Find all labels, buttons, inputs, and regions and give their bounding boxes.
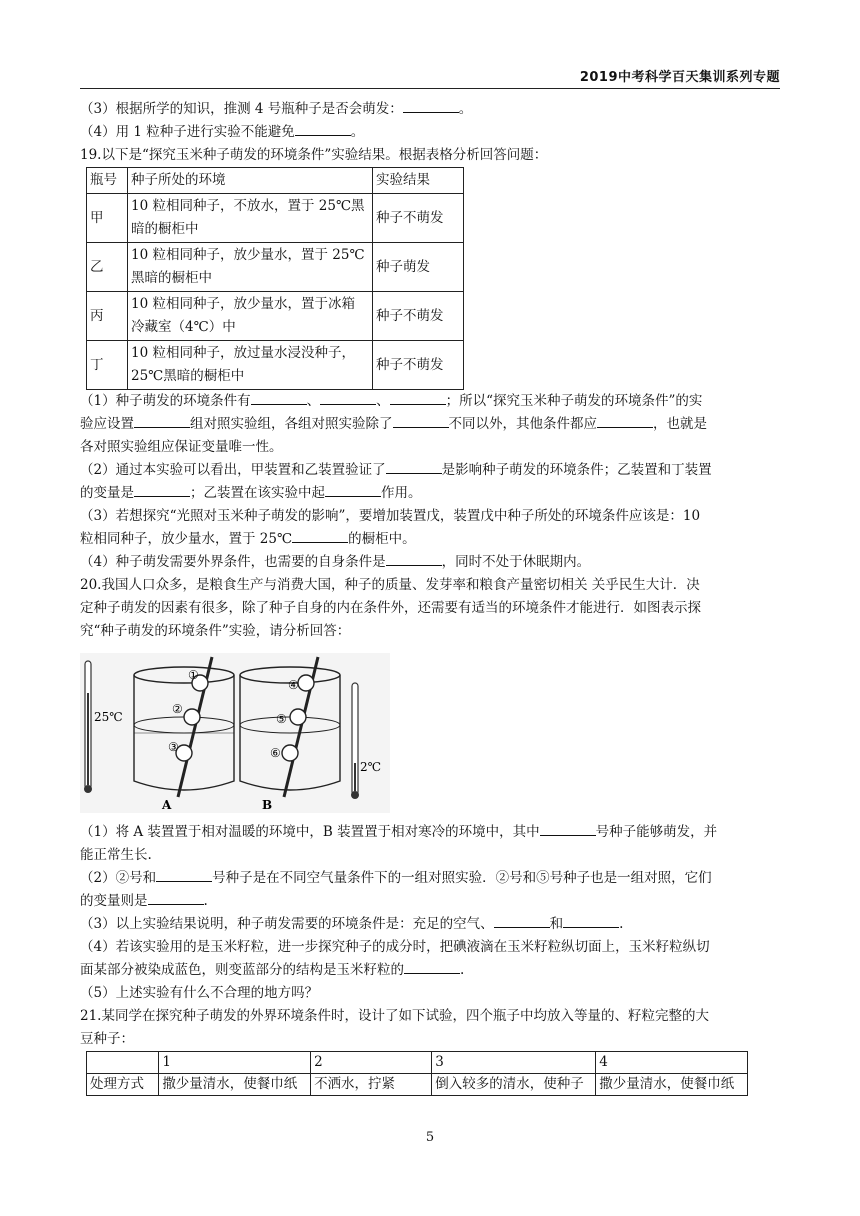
answer-blank[interactable]	[320, 390, 376, 405]
q19-part3-cont: 粒相同种子，放少量水，置于 25℃ 的橱柜中。	[80, 528, 784, 551]
temperature-label-a: 25℃	[94, 710, 123, 724]
treatment-cell: 撒少量清水，使餐巾纸	[159, 1074, 311, 1096]
thermometer-right	[351, 683, 359, 799]
answer-blank[interactable]	[390, 390, 446, 405]
answer-blank[interactable]	[325, 482, 381, 497]
table-row	[87, 341, 464, 390]
answer-blank[interactable]	[134, 413, 190, 428]
q20-intro-line3: 究“种子萌发的环境条件”实验，请分析回答：	[80, 623, 351, 639]
q19-part2-cont: 的变量是 ；乙装置在该实验中起 作用。	[80, 482, 784, 505]
q20-part2-cont: 的变量则是 .	[80, 890, 784, 913]
answer-blank[interactable]	[386, 551, 442, 566]
seed-5-label: ⑤	[276, 712, 287, 726]
treatment-cell: 倒入较多的清水，使种子	[432, 1074, 596, 1096]
seed-1-label: ①	[188, 668, 199, 682]
table-header-row	[87, 1052, 748, 1074]
header-rule	[80, 88, 780, 89]
beaker-b-label: B	[262, 798, 273, 812]
q19-part1-end: 各对照实验组应保证变量唯一性。	[80, 439, 283, 455]
result-cell: 种子不萌发	[373, 292, 464, 341]
table-row	[87, 194, 464, 243]
q19-intro: 19.以下是“探究玉米种子萌发的环境条件”实验结果。根据表格分析回答问题：	[80, 147, 548, 163]
seed-germination-figure	[80, 653, 390, 813]
q21-intro-line2: 豆种子：	[80, 1031, 134, 1047]
q19-part1: （1）种子萌发的环境条件有 、 、 ；所以“探究玉米种子萌发的环境条件”的实	[80, 390, 784, 413]
answer-blank[interactable]	[292, 528, 348, 543]
answer-blank[interactable]	[148, 890, 204, 905]
q18-part3: （3）根据所学的知识，推测 4 号瓶种子是否会萌发： 。	[80, 98, 784, 121]
page-number: 5	[425, 1130, 435, 1145]
table-header-cell: 3	[432, 1052, 596, 1074]
q21-intro-line1: 21.某同学在探究种子萌发的外界环境条件时，设计了如下试验，四个瓶子中均放入等量的、籽粒完整的大	[80, 1008, 709, 1024]
environment-cell: 10 粒相同种子，放少量水，置于冰箱 冷藏室（4℃）中	[128, 292, 373, 341]
table-header-row	[87, 168, 464, 194]
answer-blank[interactable]	[404, 959, 460, 974]
answer-blank[interactable]	[563, 913, 619, 928]
table-header-cell	[87, 1052, 159, 1074]
seed-3-label: ③	[168, 740, 179, 754]
q20-part4: （4）若该实验用的是玉米籽粒，进一步探究种子的成分时，把碘液滴在玉米籽粒纵切面上，玉米籽粒纵切	[80, 939, 710, 955]
document-body	[80, 98, 784, 1096]
q20-intro-line1: 20.我国人口众多，是粮食生产与消费大国，种子的质量、发芽率和粮食产量密切相关 关乎民生大计．决	[80, 577, 700, 593]
table-row	[87, 1074, 748, 1096]
answer-blank[interactable]	[393, 413, 449, 428]
seed-2-label: ②	[172, 702, 183, 716]
bottle-id-cell: 丁	[87, 341, 128, 390]
answer-blank[interactable]	[295, 121, 351, 136]
table-header-cell: 4	[596, 1052, 748, 1074]
answer-blank[interactable]	[494, 913, 550, 928]
q19-table	[86, 167, 464, 390]
answer-blank[interactable]	[540, 821, 596, 836]
answer-blank[interactable]	[386, 459, 442, 474]
beaker-experiment-diagram	[80, 653, 390, 813]
seed-6-label: ⑥	[270, 746, 281, 760]
environment-cell: 10 粒相同种子，不放水，置于 25℃黑 暗的橱柜中	[128, 194, 373, 243]
answer-blank[interactable]	[156, 867, 212, 882]
bottle-id-cell: 甲	[87, 194, 128, 243]
table-row	[87, 292, 464, 341]
q19-part1-cont: 验应设置 组对照实验组，各组对照实验除了 不同以外，其他条件都应 ，也就是	[80, 413, 784, 436]
q20-part4-cont: 面某部分被染成蓝色，则变蓝部分的结构是玉米籽粒的 .	[80, 959, 784, 982]
q20-intro-line2: 定种子萌发的因素有很多，除了种子自身的内在条件外，还需要有适当的环境条件才能进行．如图表示探	[80, 600, 701, 616]
q21-table	[86, 1051, 748, 1096]
table-header-cell: 1	[159, 1052, 311, 1074]
q20-part1: （1）将 A 装置置于相对温暖的环境中，B 装置置于相对寒冷的环境中，其中 号种子能够萌发，并	[80, 821, 784, 844]
answer-blank[interactable]	[597, 413, 653, 428]
answer-blank[interactable]	[403, 98, 459, 113]
result-cell: 种子萌发	[373, 243, 464, 292]
q20-part2: （2）②号和 号种子是在不同空气量条件下的一组对照实验．②号和⑤号种子也是一组对照，它们	[80, 867, 784, 890]
table-header-cell: 实验结果	[373, 168, 464, 194]
seed-4-label: ④	[288, 678, 299, 692]
temperature-label-b: 2℃	[360, 760, 382, 774]
q20-part5: （5）上述实验有什么不合理的地方吗？	[80, 985, 319, 1001]
bottle-id-cell: 丙	[87, 292, 128, 341]
row-label-cell: 处理方式	[87, 1074, 159, 1096]
q20-part1-cont: 能正常生长.	[80, 847, 152, 863]
answer-blank[interactable]	[251, 390, 307, 405]
thermometer-left	[84, 661, 92, 793]
beaker-a-label: A	[162, 798, 172, 812]
environment-cell: 10 粒相同种子，放过量水浸没种子， 25℃黑暗的橱柜中	[128, 341, 373, 390]
bottle-id-cell: 乙	[87, 243, 128, 292]
q18-part4: （4）用 1 粒种子进行实验不能避免 。	[80, 121, 784, 144]
treatment-cell: 撒少量清水，使餐巾纸	[596, 1074, 748, 1096]
q19-part2: （2）通过本实验可以看出，甲装置和乙装置验证了 是影响种子萌发的环境条件；乙装置和丁装置	[80, 459, 784, 482]
q19-part4: （4）种子萌发需要外界条件，也需要的自身条件是 ，同时不处于休眠期内。	[80, 551, 784, 574]
table-header-cell: 瓶号	[87, 168, 128, 194]
treatment-cell: 不洒水，拧紧	[311, 1074, 432, 1096]
result-cell: 种子不萌发	[373, 194, 464, 243]
page-header: 2019中考科学百天集训系列专题	[579, 70, 780, 85]
table-header-cell: 2	[311, 1052, 432, 1074]
answer-blank[interactable]	[134, 482, 190, 497]
q20-part3: （3）以上实验结果说明，种子萌发需要的环境条件是：充足的空气、 和 .	[80, 913, 784, 936]
table-header-cell: 种子所处的环境	[128, 168, 373, 194]
result-cell: 种子不萌发	[373, 341, 464, 390]
environment-cell: 10 粒相同种子，放少量水，置于 25℃ 黑暗的橱柜中	[128, 243, 373, 292]
q19-part3: （3）若想探究“光照对玉米种子萌发的影响”，要增加装置戊，装置戊中种子所处的环境条件应该是：10	[80, 508, 701, 524]
table-row	[87, 243, 464, 292]
